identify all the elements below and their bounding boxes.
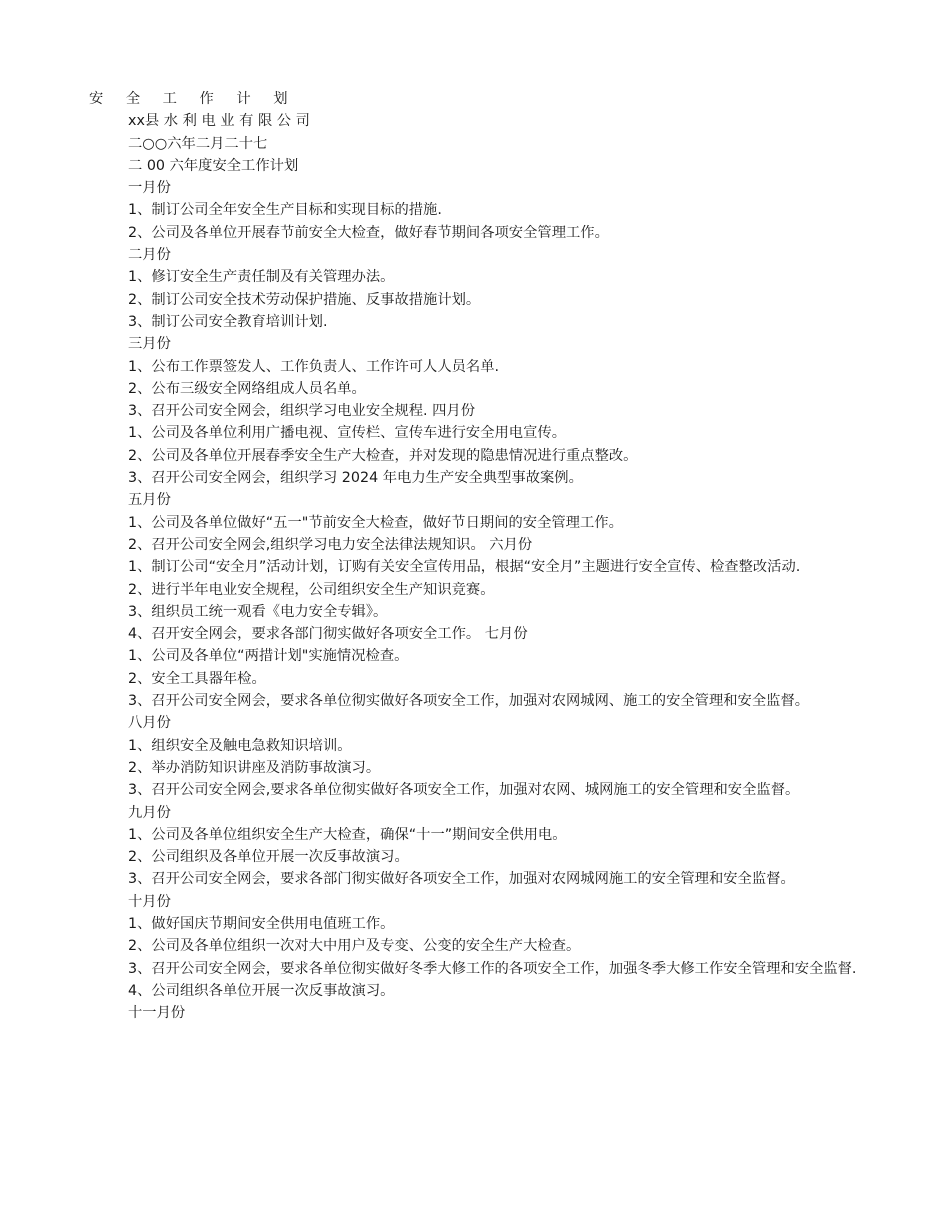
plan-item: 3、组织员工统一观看《电力安全专辑》。 xyxy=(128,603,388,620)
plan-item: 1、公司及各单位做好“五一"节前安全大检查，做好节日期间的安全管理工作。 xyxy=(128,514,623,531)
plan-item: 1、组织安全及触电急救知识培训。 xyxy=(128,737,352,754)
plan-item: 1、制订公司“安全月”活动计划，订购有关安全宣传用品，根据“安全月”主题进行安全宣传、检查整改活动. xyxy=(128,559,801,576)
month-heading: 八月份 xyxy=(128,715,171,732)
plan-item: 2、举办消防知识讲座及消防事故演习。 xyxy=(128,759,381,776)
document-date: 二○○六年二月二十七 xyxy=(128,135,268,152)
plan-item: 3、召开公司安全网会,要求各单位彻实做好各项安全工作，加强对农网、城网施工的安全管理和安全监督。 xyxy=(128,782,800,799)
month-heading: 九月份 xyxy=(128,804,171,821)
month-heading: 十一月份 xyxy=(128,1005,186,1022)
plan-item: 2、公司及各单位开展春季安全生产大检查，并对发现的隐患情况进行重点整改。 xyxy=(128,447,638,464)
plan-item: 2、公司及各单位组织一次对大中用户及专变、公变的安全生产大检查。 xyxy=(128,938,581,955)
plan-item: 2、安全工具器年检。 xyxy=(128,670,266,687)
month-heading: 一月份 xyxy=(128,180,171,197)
company-name: xx县 水 利 电 业 有 限 公 司 xyxy=(128,113,310,130)
plan-item: 1、公司及各单位“两措计划"实施情况检查。 xyxy=(128,648,409,665)
plan-item: 3、召开公司安全网会，要求各单位彻实做好各项安全工作，加强对农网城网、施工的安全管理和安全监督。 xyxy=(128,693,810,710)
plan-item: 4、召开安全网会，要求各部门彻实做好各项安全工作。 七月份 xyxy=(128,626,528,643)
plan-item: 3、召开公司安全网会，组织学习 2024 年电力生产安全典型事故案例。 xyxy=(128,470,583,487)
month-heading: 五月份 xyxy=(128,492,171,509)
month-heading: 三月份 xyxy=(128,336,171,353)
plan-item: 1、公司及各单位利用广播电视、宣传栏、宣传车进行安全用电宣传。 xyxy=(128,425,566,442)
plan-item: 2、进行半年电业安全规程，公司组织安全生产知识竞赛。 xyxy=(128,581,495,598)
plan-item: 2、制订公司安全技术劳动保护措施、反事故措施计划。 xyxy=(128,291,481,308)
plan-item: 2、公布三级安全网络组成人员名单。 xyxy=(128,380,366,397)
document-title: 安 全 工 作 计 划 xyxy=(89,91,297,107)
plan-item: 3、召开公司安全网会，组织学习电业安全规程. 四月份 xyxy=(128,403,476,420)
plan-item: 2、公司组织及各单位开展一次反事故演习。 xyxy=(128,849,409,866)
month-heading: 二月份 xyxy=(128,247,171,264)
plan-item: 1、公司及各单位组织安全生产大检查，确保“十一”期间安全供用电。 xyxy=(128,826,567,843)
plan-item: 1、公布工作票签发人、工作负责人、工作许可人人员名单. xyxy=(128,358,500,375)
month-heading: 十月份 xyxy=(128,893,171,910)
document-page xyxy=(89,88,864,1024)
plan-item: 3、召开公司安全网会，要求各部门彻实做好各项安全工作，加强对农网城网施工的安全管理和安全监督。 xyxy=(128,871,795,888)
plan-item: 3、制订公司安全教育培训计划. xyxy=(128,313,328,330)
plan-item: 2、公司及各单位开展春节前安全大检查，做好春节期间各项安全管理工作。 xyxy=(128,224,609,241)
plan-item: 1、修订安全生产责任制及有关管理办法。 xyxy=(128,269,395,286)
plan-item: 3、召开公司安全网会，要求各单位彻实做好冬季大修工作的各项安全工作，加强冬季大修工作安全管理和安全监督. xyxy=(128,960,857,977)
plan-item: 4、公司组织各单位开展一次反事故演习。 xyxy=(128,982,395,999)
plan-item: 1、做好国庆节期间安全供用电值班工作。 xyxy=(128,915,395,932)
plan-item: 2、召开公司安全网会,组织学习电力安全法律法规知识。 六月份 xyxy=(128,536,533,553)
document-subtitle: 二 00 六年度安全工作计划 xyxy=(128,157,299,174)
plan-item: 1、制订公司全年安全生产目标和实现目标的措施. xyxy=(128,202,442,219)
